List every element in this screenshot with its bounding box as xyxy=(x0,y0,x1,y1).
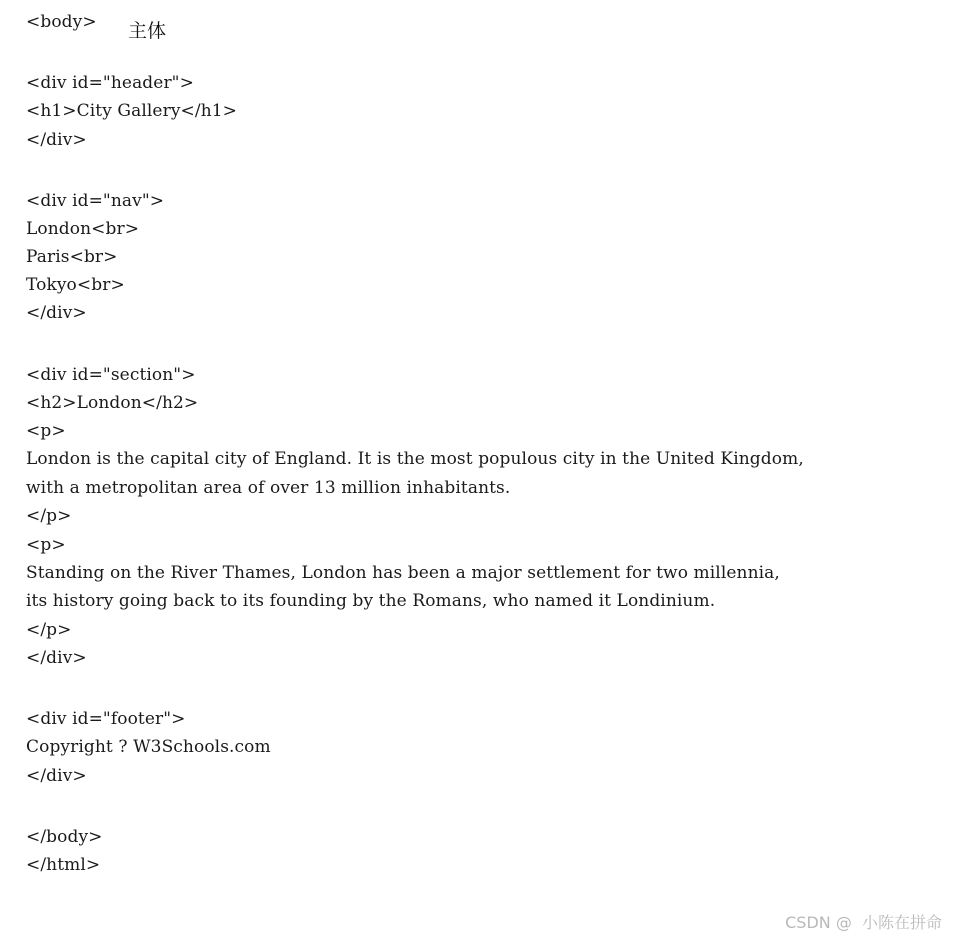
code-line-p-open-1: <p> xyxy=(26,421,66,441)
code-line-header-div-close: </div> xyxy=(26,130,87,150)
code-line-nav-paris: Paris<br> xyxy=(26,247,118,267)
code-line-paragraph-2a: Standing on the River Thames, London has been a major settlement for two millennia, xyxy=(26,563,780,583)
code-line-nav-div-open: <div id="nav"> xyxy=(26,191,165,211)
code-line-paragraph-1a: London is the capital city of England. It is the most populous city in the United Kingdom, xyxy=(26,449,804,469)
code-line-footer-div-close: </div> xyxy=(26,766,87,786)
code-line-header-div-open: <div id="header"> xyxy=(26,73,194,93)
code-line-section-div-open: <div id="section"> xyxy=(26,365,196,385)
code-line-nav-div-close: </div> xyxy=(26,303,87,323)
code-line-body-open: <body> xyxy=(26,12,97,32)
code-line-paragraph-1b: with a metropolitan area of over 13 million inhabitants. xyxy=(26,478,511,498)
code-line-p-close-1: </p> xyxy=(26,506,72,526)
code-line-p-open-2: <p> xyxy=(26,535,66,555)
code-line-nav-london: London<br> xyxy=(26,219,140,239)
code-line-paragraph-2b: its history going back to its founding by the Romans, who named it Londinium. xyxy=(26,591,716,611)
code-line-h1: <h1>City Gallery</h1> xyxy=(26,101,237,121)
code-line-body-close: </body> xyxy=(26,827,103,847)
code-line-copyright: Copyright ? W3Schools.com xyxy=(26,737,271,757)
code-line-h2: <h2>London</h2> xyxy=(26,393,199,413)
code-line-html-close: </html> xyxy=(26,855,101,875)
annotation-label: 主体 xyxy=(128,20,167,42)
code-line-p-close-2: </p> xyxy=(26,620,72,640)
watermark: CSDN @ 小陈在拼命 xyxy=(785,913,942,932)
code-line-section-div-close: </div> xyxy=(26,648,87,668)
code-line-footer-div-open: <div id="footer"> xyxy=(26,709,186,729)
code-line-nav-tokyo: Tokyo<br> xyxy=(26,275,125,295)
